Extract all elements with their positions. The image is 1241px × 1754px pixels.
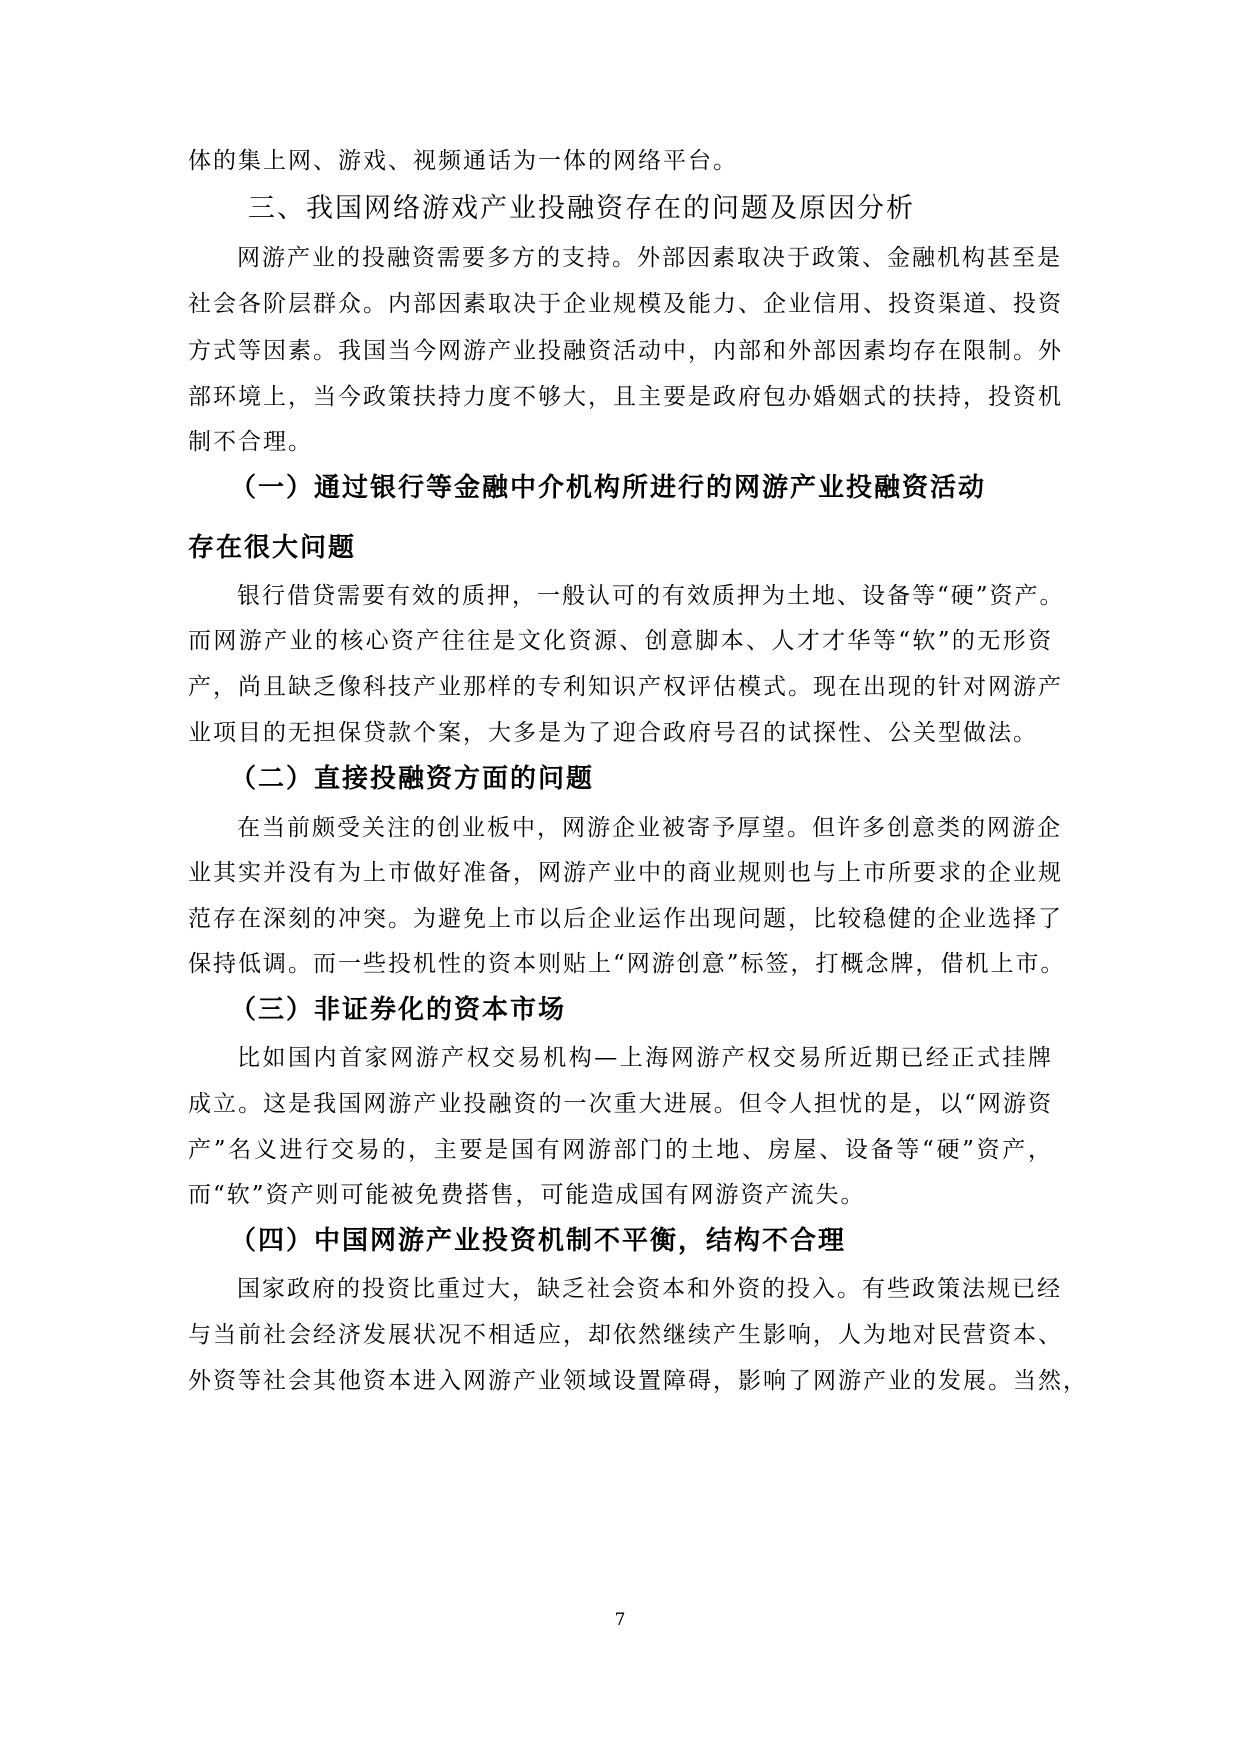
sub1-line-1: 银行借贷需要有效的质押，一般认可的有效质押为土地、设备等“硬”资产。 xyxy=(237,583,1065,609)
sub1-line-2: 而网游产业的核心资产往往是文化资源、创意脚本、人才才华等“软”的无形资 xyxy=(188,628,1053,654)
intro-line-2: 社会各阶层群众。内部因素取决于企业规模及能力、企业信用、投资渠道、投资 xyxy=(188,291,1063,317)
page-number: 7 xyxy=(614,1610,626,1630)
sub3-heading: （三）非证券化的资本市场 xyxy=(230,995,567,1025)
sub2-line-4: 保持低调。而一些投机性的资本则贴上“网游创意”标签，打概念牌，借机上市。 xyxy=(188,951,1066,977)
sub4-line-3: 外资等社会其他资本进入网游产业领域设置障碍，影响了网游产业的发展。当然， xyxy=(188,1368,1088,1394)
section-heading: 三、我国网络游戏产业投融资存在的问题及原因分析 xyxy=(248,193,915,224)
sub4-line-1: 国家政府的投资比重过大，缺乏社会资本和外资的投入。有些政策法规已经 xyxy=(237,1276,1062,1302)
sub3-line-1: 比如国内首家网游产权交易机构—上海网游产权交易所近期已经正式挂牌 xyxy=(237,1045,1053,1071)
sub3-line-2: 成立。这是我国网游产业投融资的一次重大进展。但令人担忧的是，以“网游资 xyxy=(188,1091,1053,1117)
sub1-line-4: 业项目的无担保贷款个案，大多是为了迎合政府号召的试探性、公关型做法。 xyxy=(188,720,1038,746)
sub4-heading: （四）中国网游产业投资机制不平衡，结构不合理 xyxy=(230,1226,847,1256)
intro-line-5: 制不合理。 xyxy=(188,429,313,455)
sub1-heading-line-1: （一）通过银行等金融中介机构所进行的网游产业投融资活动 xyxy=(230,473,987,503)
sub3-line-4: 而“软”资产则可能被免费搭售，可能造成国有网游资产流失。 xyxy=(188,1182,866,1208)
continuation-line: 体的集上网、游戏、视频通话为一体的网络平台。 xyxy=(188,148,738,174)
intro-line-3: 方式等因素。我国当今网游产业投融资活动中，内部和外部因素均存在限制。外 xyxy=(188,338,1063,364)
sub2-heading: （二）直接投融资方面的问题 xyxy=(230,764,595,794)
intro-line-1: 网游产业的投融资需要多方的支持。外部因素取决于政策、金融机构甚至是 xyxy=(237,245,1062,271)
sub2-line-3: 范存在深刻的冲突。为避免上市以后企业运作出现问题，比较稳健的企业选择了 xyxy=(188,906,1063,932)
sub3-line-3: 产”名义进行交易的，主要是国有网游部门的土地、房屋、设备等“硬”资产， xyxy=(188,1137,1053,1163)
sub1-heading-line-2: 存在很大问题 xyxy=(188,533,357,563)
sub2-line-2: 业其实并没有为上市做好准备，网游产业中的商业规则也与上市所要求的企业规 xyxy=(188,860,1063,886)
intro-line-4: 部环境上，当今政策扶持力度不够大，且主要是政府包办婚姻式的扶持，投资机 xyxy=(188,384,1063,410)
sub4-line-2: 与当前社会经济发展状况不相适应，却依然继续产生影响，人为地对民营资本、 xyxy=(188,1322,1063,1348)
sub1-line-3: 产，尚且缺乏像科技产业那样的专利知识产权评估模式。现在出现的针对网游产 xyxy=(188,674,1063,700)
sub2-line-1: 在当前颇受关注的创业板中，网游企业被寄予厚望。但许多创意类的网游企 xyxy=(237,815,1062,841)
